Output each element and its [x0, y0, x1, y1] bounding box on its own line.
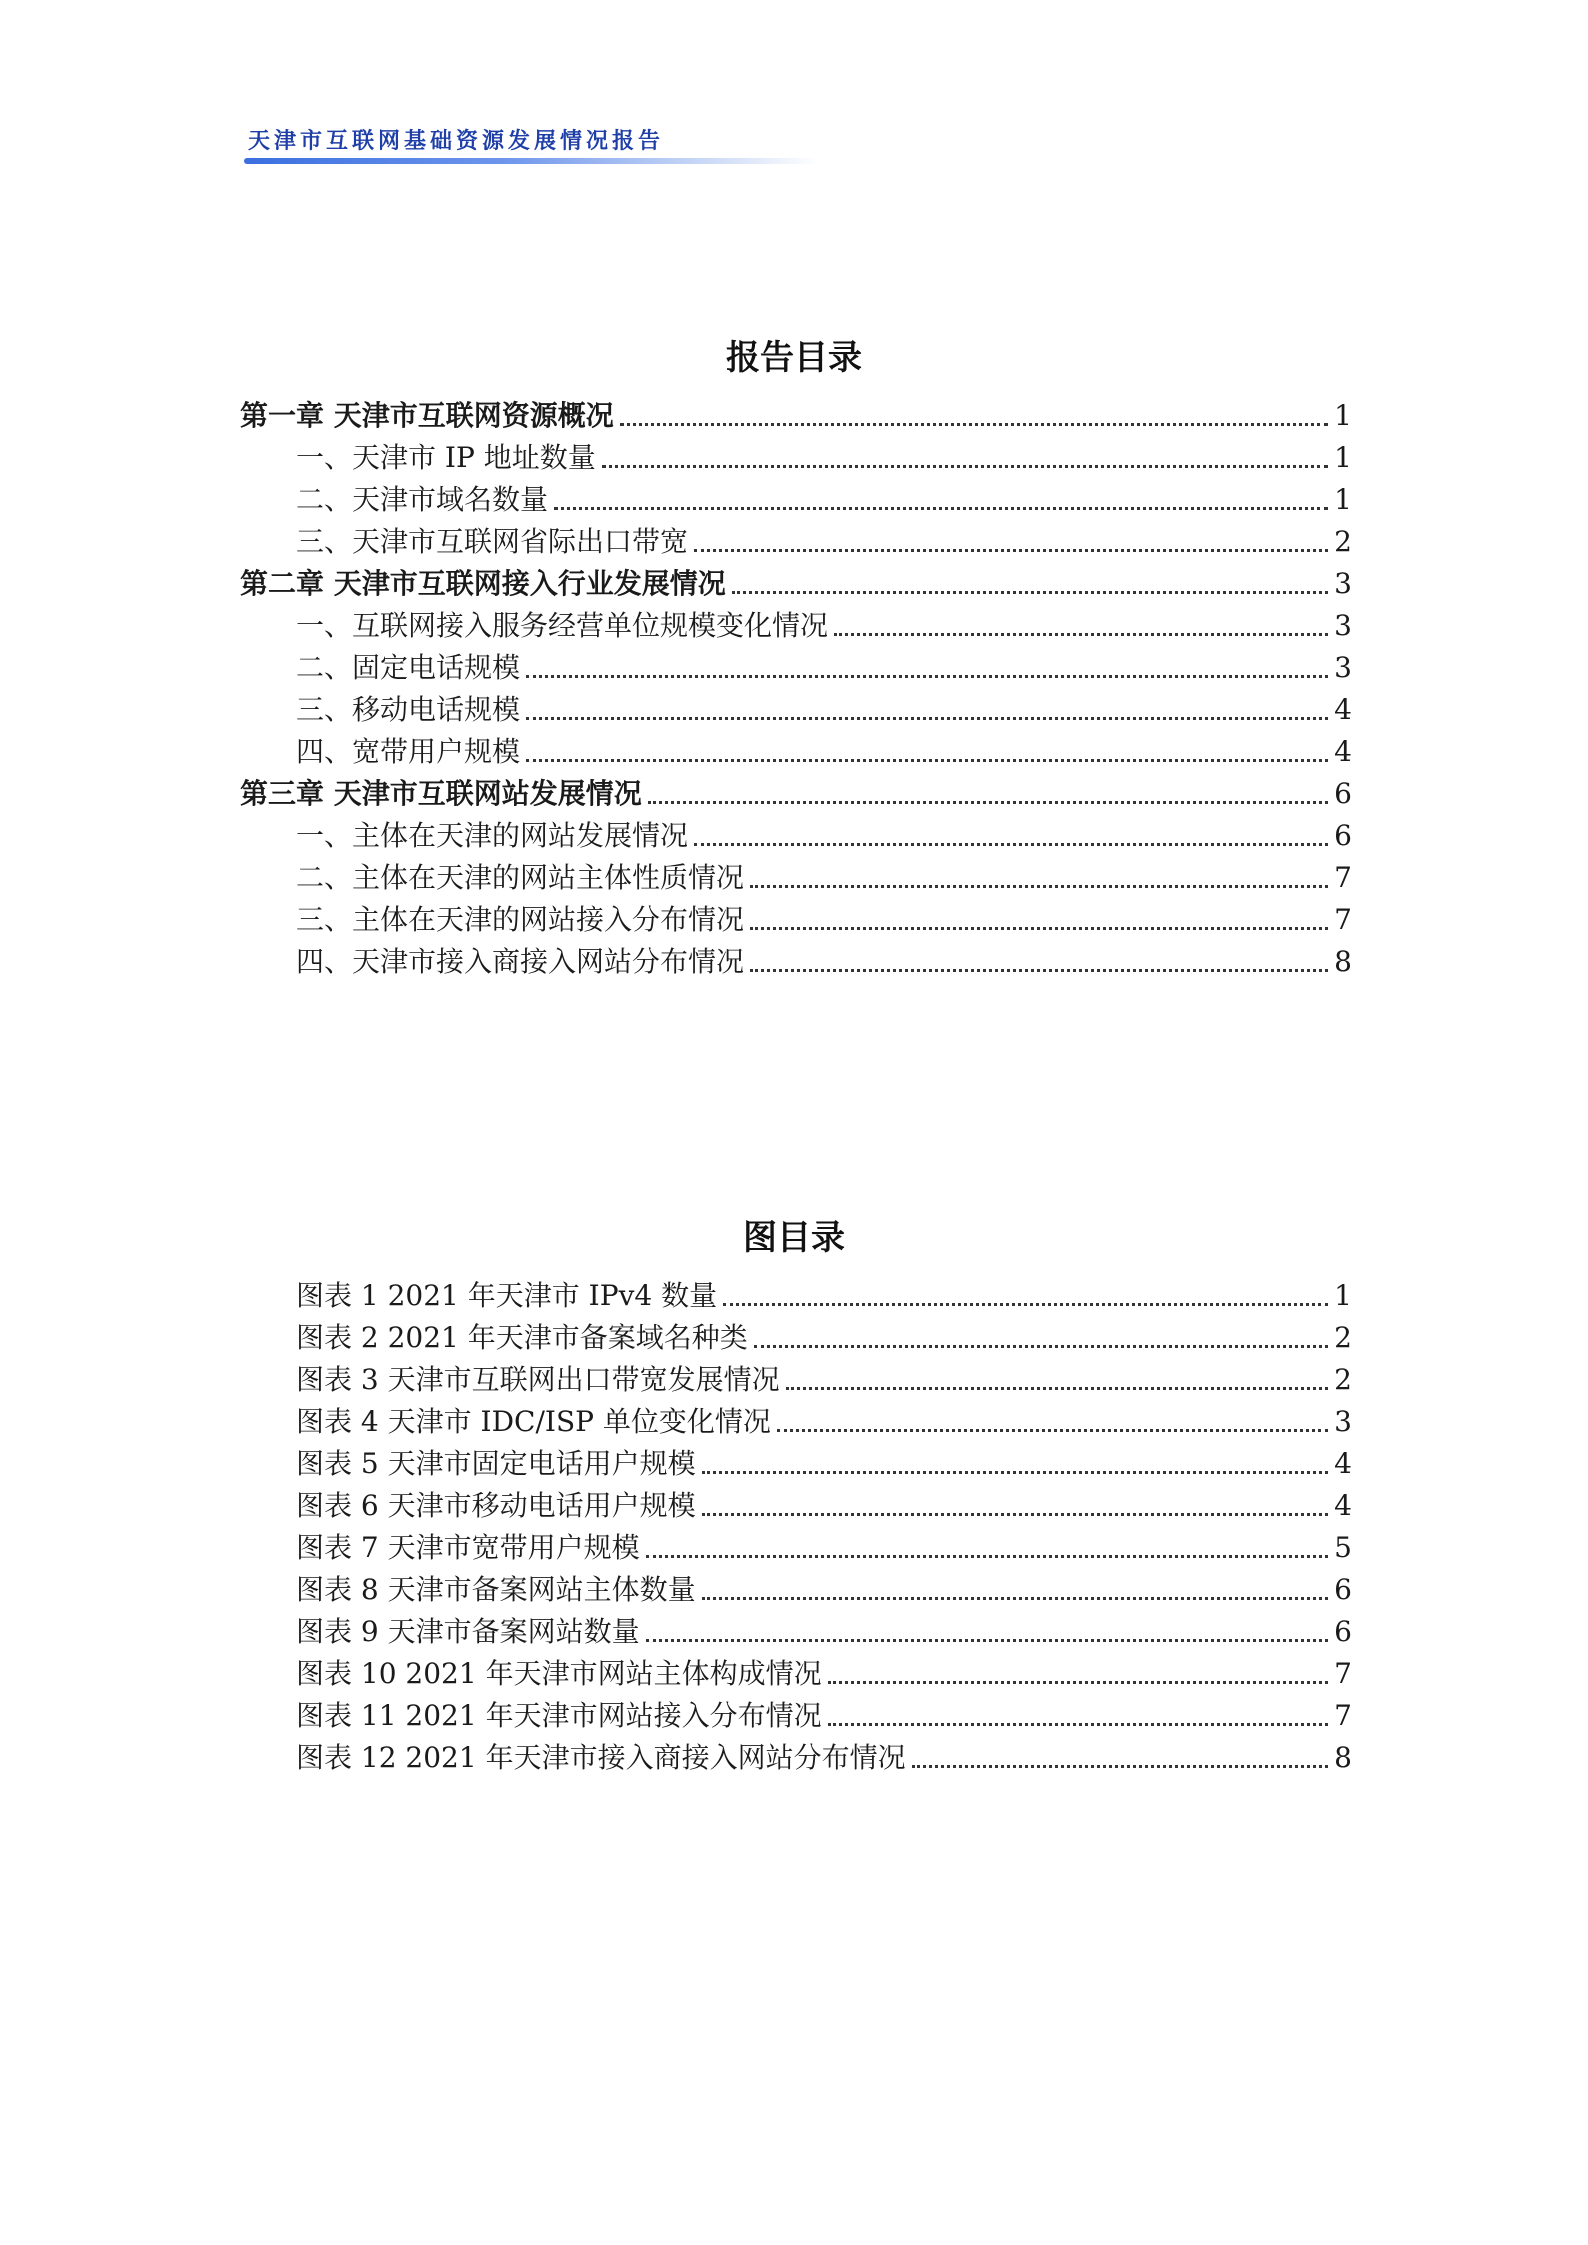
toc-section-entry[interactable]: [240, 815, 1352, 857]
toc-page-number: 1: [1334, 441, 1352, 474]
dot-leader: [694, 549, 1328, 552]
dot-leader: [750, 927, 1328, 930]
toc-entry-label: 第三章 天津市互联网站发展情况: [240, 777, 642, 810]
figure-toc-list: [240, 1275, 1352, 1779]
dot-leader: [834, 633, 1328, 636]
dot-leader: [723, 1303, 1328, 1306]
figure-toc-entry[interactable]: [240, 1485, 1352, 1527]
dot-leader: [754, 1345, 1328, 1348]
toc-entry-label: 二、固定电话规模: [296, 651, 521, 684]
toc-page-number: 7: [1334, 1699, 1352, 1732]
toc-entry-label: 一、主体在天津的网站发展情况: [296, 819, 689, 852]
toc-entry-label: 图表 12 2021 年天津市接入商接入网站分布情况: [296, 1741, 906, 1774]
toc-entry-label: 一、互联网接入服务经营单位规模变化情况: [296, 609, 829, 642]
toc-section-entry[interactable]: [240, 857, 1352, 899]
toc-section-entry[interactable]: [240, 647, 1352, 689]
figure-toc-title: 图目录: [743, 1218, 845, 1258]
toc-page-number: 3: [1334, 567, 1352, 600]
dot-leader: [526, 717, 1328, 720]
toc-chapter-entry[interactable]: [240, 563, 1352, 605]
toc-page-number: 6: [1334, 777, 1352, 810]
toc-chapter-entry[interactable]: [240, 773, 1352, 815]
figure-toc-entry[interactable]: [240, 1359, 1352, 1401]
toc-page-number: 7: [1334, 903, 1352, 936]
toc-section-entry[interactable]: [240, 899, 1352, 941]
toc-page-number: 6: [1334, 1573, 1352, 1606]
dot-leader: [702, 1597, 1329, 1600]
toc-page-number: 3: [1334, 1405, 1352, 1438]
toc-entry-label: 图表 1 2021 年天津市 IPv4 数量: [296, 1279, 718, 1312]
header-rule: [244, 158, 818, 164]
toc-page-number: 5: [1334, 1531, 1352, 1564]
toc-entry-label: 三、移动电话规模: [296, 693, 521, 726]
dot-leader: [646, 1555, 1329, 1558]
dot-leader: [646, 1639, 1329, 1642]
toc-page-number: 4: [1334, 735, 1352, 768]
dot-leader: [526, 675, 1328, 678]
toc-page-number: 2: [1334, 1321, 1352, 1354]
report-toc-title: 报告目录: [726, 338, 862, 378]
toc-page-number: 4: [1334, 1489, 1352, 1522]
toc-page-number: 6: [1334, 819, 1352, 852]
toc-section-entry[interactable]: [240, 731, 1352, 773]
toc-entry-label: 二、主体在天津的网站主体性质情况: [296, 861, 745, 894]
toc-page-number: 6: [1334, 1615, 1352, 1648]
toc-entry-label: 四、天津市接入商接入网站分布情况: [296, 945, 745, 978]
toc-page-number: 1: [1334, 483, 1352, 516]
figure-toc-entry[interactable]: [240, 1317, 1352, 1359]
toc-entry-label: 图表 2 2021 年天津市备案域名种类: [296, 1321, 748, 1354]
figure-toc-entry[interactable]: [240, 1569, 1352, 1611]
figure-toc-entry[interactable]: [240, 1695, 1352, 1737]
toc-page-number: 7: [1334, 861, 1352, 894]
dot-leader: [732, 591, 1328, 594]
toc-page-number: 1: [1334, 399, 1352, 432]
toc-page-number: 4: [1334, 693, 1352, 726]
toc-page-number: 4: [1334, 1447, 1352, 1480]
toc-entry-label: 二、天津市域名数量: [296, 483, 549, 516]
running-header-title: 天津市互联网基础资源发展情况报告: [248, 129, 665, 154]
toc-entry-label: 三、天津市互联网省际出口带宽: [296, 525, 689, 558]
report-toc-list: [240, 395, 1352, 983]
toc-page-number: 2: [1334, 525, 1352, 558]
dot-leader: [786, 1387, 1329, 1390]
toc-chapter-entry[interactable]: [240, 395, 1352, 437]
toc-entry-label: 图表 8 天津市备案网站主体数量: [296, 1573, 696, 1606]
toc-entry-label: 图表 5 天津市固定电话用户规模: [296, 1447, 696, 1480]
toc-entry-label: 三、主体在天津的网站接入分布情况: [296, 903, 745, 936]
toc-section-entry[interactable]: [240, 941, 1352, 983]
toc-entry-label: 图表 3 天津市互联网出口带宽发展情况: [296, 1363, 780, 1396]
toc-entry-label: 图表 10 2021 年天津市网站主体构成情况: [296, 1657, 822, 1690]
dot-leader: [694, 843, 1328, 846]
dot-leader: [750, 969, 1328, 972]
dot-leader: [620, 423, 1328, 426]
figure-toc-entry[interactable]: [240, 1443, 1352, 1485]
figure-toc-entry[interactable]: [240, 1527, 1352, 1569]
toc-entry-label: 四、宽带用户规模: [296, 735, 521, 768]
dot-leader: [648, 801, 1328, 804]
figure-toc-entry[interactable]: [240, 1401, 1352, 1443]
figure-toc-entry[interactable]: [240, 1653, 1352, 1695]
toc-page-number: 7: [1334, 1657, 1352, 1690]
toc-section-entry[interactable]: [240, 437, 1352, 479]
dot-leader: [912, 1765, 1329, 1768]
dot-leader: [602, 465, 1328, 468]
dot-leader: [828, 1723, 1329, 1726]
toc-entry-label: 第一章 天津市互联网资源概况: [240, 399, 614, 432]
figure-toc-entry[interactable]: [240, 1737, 1352, 1779]
toc-section-entry[interactable]: [240, 521, 1352, 563]
toc-page-number: 3: [1334, 609, 1352, 642]
dot-leader: [702, 1513, 1329, 1516]
toc-entry-label: 图表 11 2021 年天津市网站接入分布情况: [296, 1699, 822, 1732]
toc-entry-label: 图表 7 天津市宽带用户规模: [296, 1531, 640, 1564]
toc-page-number: 8: [1334, 945, 1352, 978]
toc-entry-label: 一、天津市 IP 地址数量: [296, 441, 596, 474]
dot-leader: [526, 759, 1328, 762]
toc-entry-label: 图表 9 天津市备案网站数量: [296, 1615, 640, 1648]
toc-page-number: 2: [1334, 1363, 1352, 1396]
toc-page-number: 1: [1334, 1279, 1352, 1312]
toc-entry-label: 图表 6 天津市移动电话用户规模: [296, 1489, 696, 1522]
dot-leader: [828, 1681, 1329, 1684]
dot-leader: [750, 885, 1328, 888]
dot-leader: [554, 507, 1328, 510]
dot-leader: [777, 1429, 1328, 1432]
toc-section-entry[interactable]: [240, 605, 1352, 647]
toc-section-entry[interactable]: [240, 689, 1352, 731]
toc-page-number: 3: [1334, 651, 1352, 684]
toc-entry-label: 第二章 天津市互联网接入行业发展情况: [240, 567, 726, 600]
figure-toc-entry[interactable]: [240, 1275, 1352, 1317]
toc-entry-label: 图表 4 天津市 IDC/ISP 单位变化情况: [296, 1405, 771, 1438]
toc-section-entry[interactable]: [240, 479, 1352, 521]
figure-toc-entry[interactable]: [240, 1611, 1352, 1653]
toc-page-number: 8: [1334, 1741, 1352, 1774]
dot-leader: [702, 1471, 1329, 1474]
